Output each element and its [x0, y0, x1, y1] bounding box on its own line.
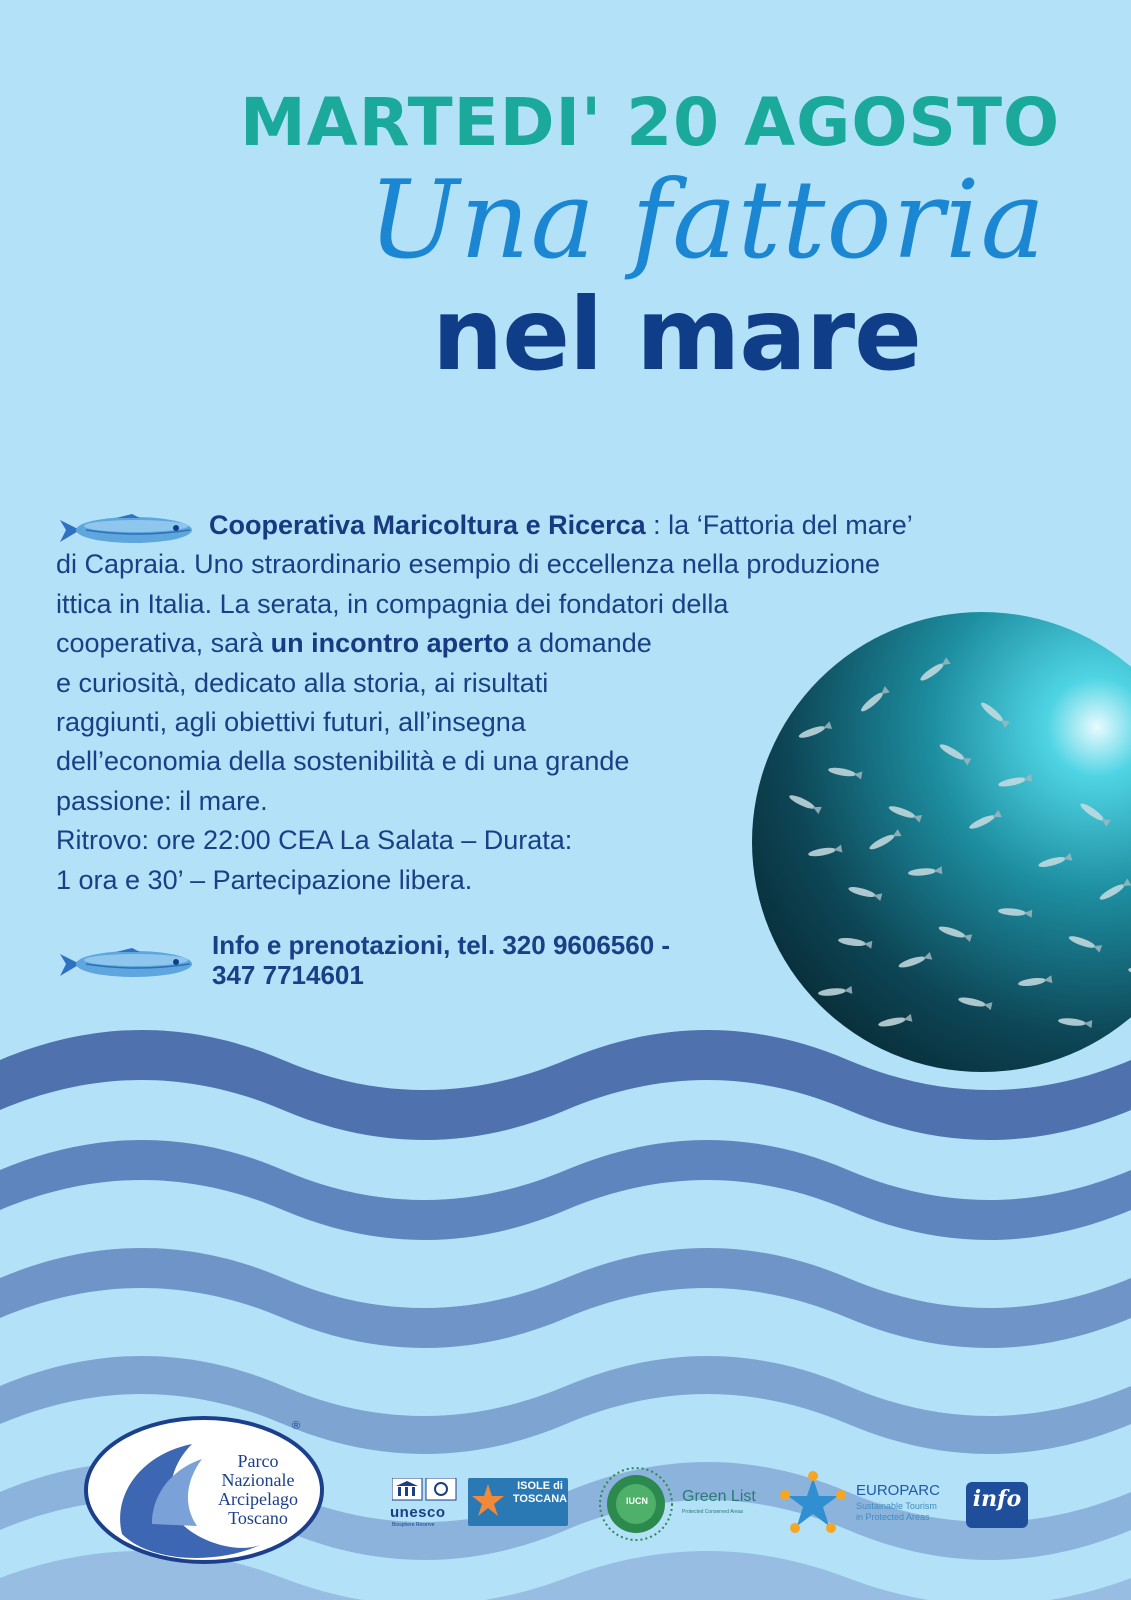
booking-info [212, 930, 732, 990]
unesco-sub: Biosphere Reserve [392, 1522, 435, 1528]
info-logo-text: info [972, 1486, 1022, 1512]
cooperative-name: Cooperativa Maricoltura e Ricerca [209, 510, 646, 540]
booking-phone-line: 347 7714601 [212, 960, 364, 990]
park-name-line: Nazionale [221, 1470, 295, 1490]
description-line: raggiunti, agli obiettivi futuri, all’insegna [56, 707, 526, 738]
description-text: : la ‘Fattoria del mare’ [645, 510, 913, 540]
green-list-sub: Protected Conserved Areas [682, 1509, 744, 1515]
park-name-line: Parco [237, 1451, 279, 1471]
iucn-label: IUCN [626, 1496, 648, 1506]
title-bold: nel mare [432, 276, 921, 393]
starfish-icon [468, 1478, 512, 1526]
europarc-star-icon [778, 1470, 848, 1536]
description-line: ittica in Italia. La serata, in compagnia dei fondatori della [56, 588, 729, 619]
europarc-sub-line: Sustainable Tourism [856, 1501, 937, 1511]
title-script: Una fattoria [368, 158, 1047, 283]
description-line: e curiosità, dedicato alla storia, ai risultati [56, 667, 549, 698]
isole-toscana-text [510, 1480, 570, 1506]
meeting-point: Ritrovo: ore 22:00 CEA La Salata – Durata: [56, 825, 573, 856]
isole-line: TOSCANA [512, 1493, 568, 1505]
highlight-text: un incontro aperto [270, 628, 510, 659]
europarc-label: EUROPARC [856, 1482, 940, 1499]
europarc-sub [856, 1501, 956, 1523]
registered-mark: ® [292, 1420, 301, 1432]
park-name-line: Arcipelago [218, 1489, 298, 1509]
description-text: a domande [509, 628, 652, 659]
description-line: di Capraia. Uno straordinario esempio di eccellenza nella produzione [56, 549, 880, 580]
unesco-temple-icon [392, 1478, 460, 1502]
europarc-sub-line: in Protected Areas [856, 1512, 930, 1522]
description-text: cooperativa, sarà [56, 628, 271, 659]
park-name-line: Toscano [228, 1508, 288, 1528]
description-line [56, 506, 1016, 545]
event-date: MARTEDI' 20 AGOSTO [240, 84, 1061, 161]
description-line: passione: il mare. [56, 785, 268, 816]
isole-line: ISOLE di [517, 1480, 563, 1492]
partner-logos [0, 1462, 1131, 1542]
fish-icon [56, 946, 196, 982]
description-line: dell’economia della sostenibilità e di una grande [56, 746, 630, 777]
duration-line: 1 ora e 30’ – Partecipazione libera. [56, 864, 473, 895]
fish-school-photo [752, 612, 1131, 1072]
green-list-label: Green List [682, 1488, 756, 1505]
unesco-label: unesco [390, 1504, 446, 1521]
booking-phone-line: Info e prenotazioni, tel. 320 9606560 - [212, 930, 671, 960]
